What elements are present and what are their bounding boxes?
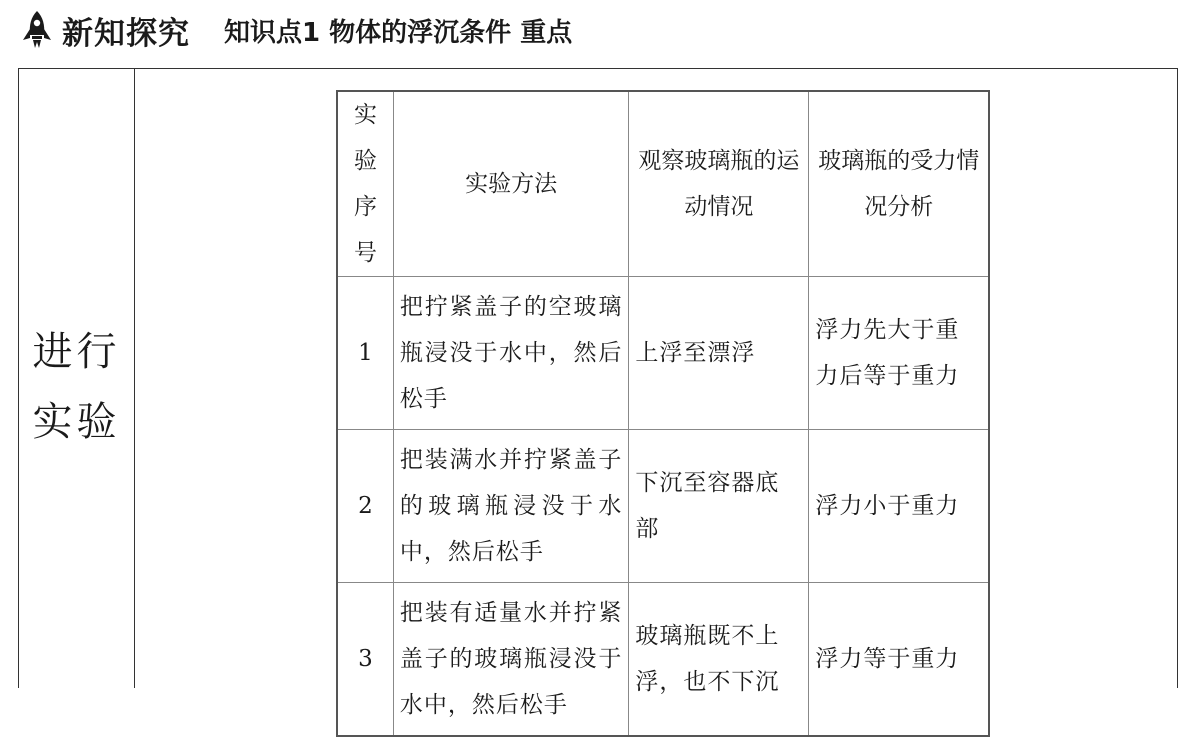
header-experiment-number: 实验序号 bbox=[337, 91, 393, 277]
force-analysis-cell: 浮力小于重力 bbox=[809, 430, 989, 583]
side-label-line-2: 实验 bbox=[32, 399, 121, 445]
experiment-method: 把装满水并拧紧盖子的玻璃瓶浸没于水中，然后松手 bbox=[393, 430, 628, 583]
header-observation: 观察玻璃瓶的运动情况 bbox=[629, 91, 809, 277]
table-row bbox=[337, 430, 989, 583]
force-analysis-cell: 浮力等于重力 bbox=[809, 583, 989, 736]
header-experiment-method: 实验方法 bbox=[393, 91, 628, 277]
header-force-analysis: 玻璃瓶的受力情况分析 bbox=[809, 91, 989, 277]
table-header-row bbox=[337, 91, 989, 277]
experiment-number: 2 bbox=[337, 430, 393, 583]
section-title: 新知探究 bbox=[62, 15, 190, 52]
observation-cell: 下沉至容器底部 bbox=[629, 430, 809, 583]
table-row bbox=[337, 583, 989, 736]
side-label-line-1: 进行 bbox=[32, 329, 121, 375]
observation-cell: 上浮至漂浮 bbox=[629, 277, 809, 430]
section-header bbox=[20, 8, 572, 52]
experiment-table bbox=[336, 90, 990, 737]
experiment-number: 1 bbox=[337, 277, 393, 430]
side-label bbox=[19, 317, 134, 457]
knowledge-point-title: 知识点1 物体的浮沉条件 重点 bbox=[224, 17, 573, 48]
experiment-method: 把装有适量水并拧紧盖子的玻璃瓶浸没于水中，然后松手 bbox=[393, 583, 628, 736]
table-row bbox=[337, 277, 989, 430]
frame-divider bbox=[134, 69, 135, 688]
experiment-number: 3 bbox=[337, 583, 393, 736]
observation-cell: 玻璃瓶既不上浮，也不下沉 bbox=[629, 583, 809, 736]
force-analysis-cell: 浮力先大于重力后等于重力 bbox=[809, 277, 989, 430]
experiment-method: 把拧紧盖子的空玻璃瓶浸没于水中，然后松手 bbox=[393, 277, 628, 430]
rocket-icon bbox=[20, 9, 54, 51]
